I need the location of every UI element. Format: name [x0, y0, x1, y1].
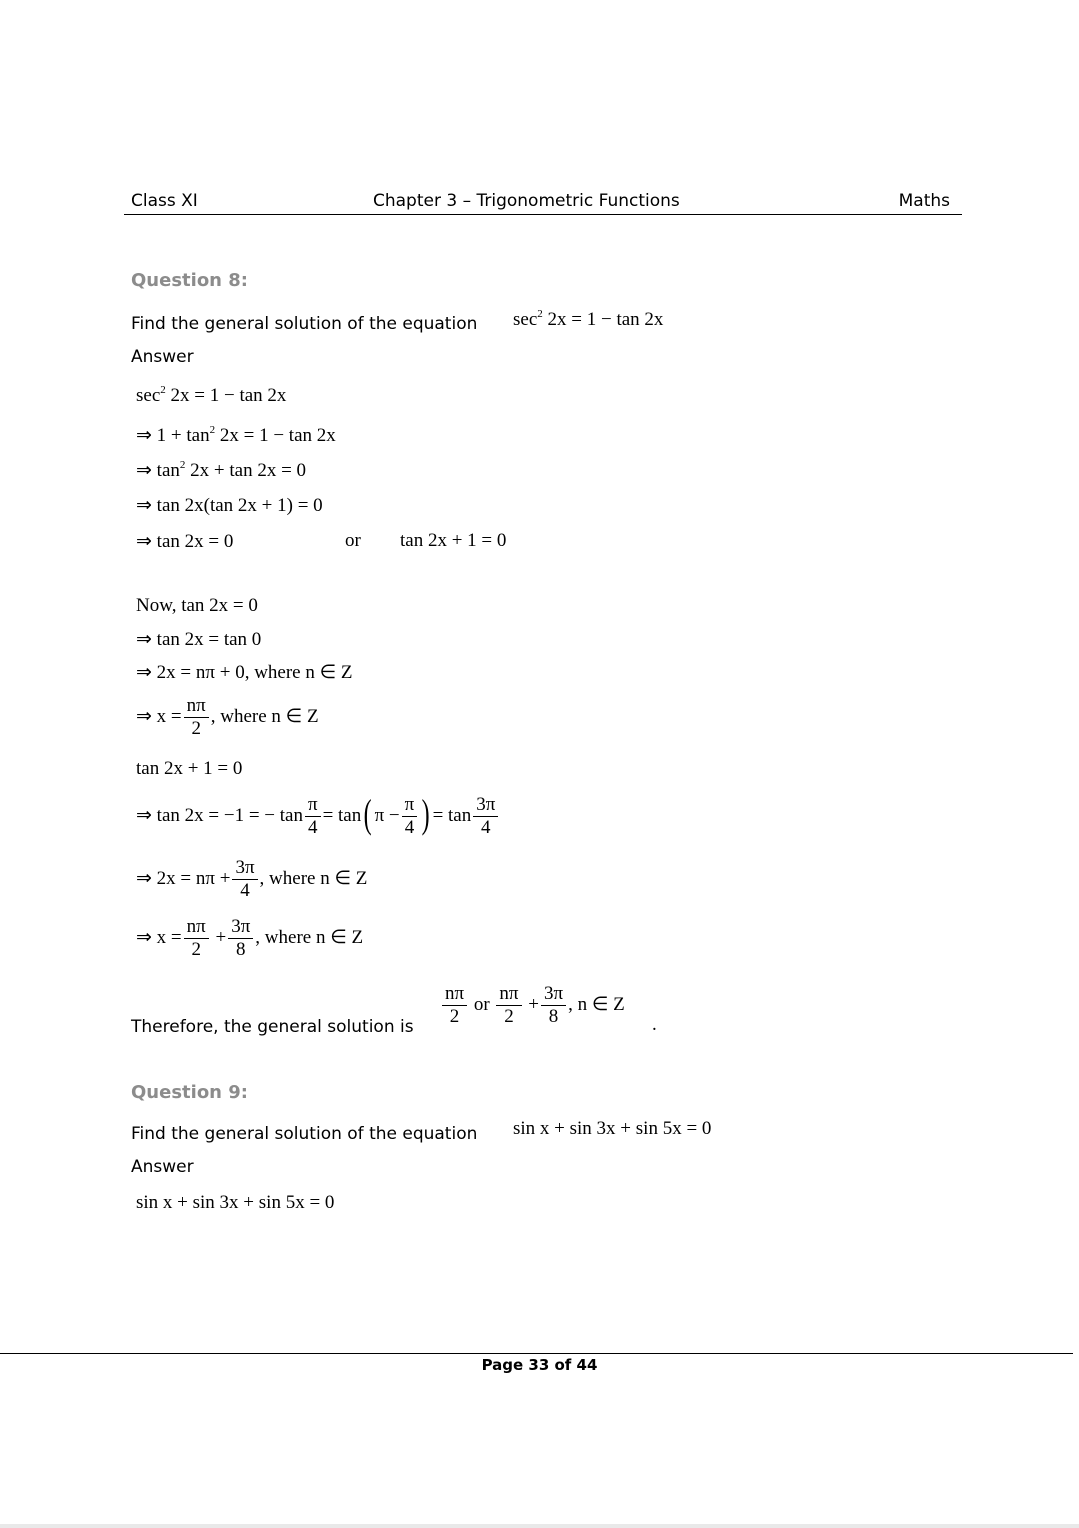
- fraction: $\frac{3\pi}{4}$: [473, 795, 498, 838]
- q8-step-10: tan 2x + 1 = 0: [136, 758, 243, 779]
- fraction: $\frac{\pi}{4}$: [305, 795, 321, 838]
- page-header: [124, 190, 962, 215]
- q8-step-5b: tan 2x + 1 = 0: [400, 530, 507, 551]
- question-8-prompt: Find the general solution of the equation: [131, 314, 478, 334]
- q8-step-5-or: or: [345, 530, 361, 551]
- page-bottom-edge: [0, 1524, 1079, 1528]
- question-9-equation: sin x + sin 3x + sin 5x = 0: [513, 1118, 712, 1139]
- q8-step-4: ⇒ tan 2x(tan 2x + 1) = 0: [136, 495, 323, 516]
- fraction: $\frac{n\pi}{2}$: [442, 984, 467, 1027]
- q8-step-12: ⇒ 2x = nπ + $\frac{3\pi}{4}$ , where n ∈ Z: [136, 857, 368, 901]
- header-subject: Maths: [898, 191, 950, 211]
- question-8-title: Question 8:: [131, 270, 248, 291]
- page-number: Page 33 of 44: [481, 1356, 598, 1374]
- q8-step-11: ⇒ tan 2x = −1 = − tan $\frac{\pi}{4}$ = tan( π − $\frac{\pi}{4}$ ) = tan $\frac{3\pi}{4}$: [136, 795, 500, 838]
- fraction: $\frac{n\pi}{2}$: [184, 696, 209, 739]
- question-9-prompt: Find the general solution of the equation: [131, 1124, 478, 1144]
- fraction: $\frac{3\pi}{4}$: [232, 858, 257, 901]
- fraction: $\frac{n\pi}{2}$: [184, 917, 209, 960]
- q8-step-3: ⇒ $\tan^2 2x + \tan 2x = 0$: [136, 459, 307, 481]
- q8-step-2: ⇒ $1 + \tan^2 2x = 1 - \tan 2x$: [136, 424, 336, 446]
- q8-conclusion-expression: $\frac{n\pi}{2}$ or $\frac{n\pi}{2}$ + $\frac{3\pi}{8}$ , n ∈ Z: [440, 984, 625, 1027]
- question-9-answer-label: Answer: [131, 1157, 194, 1177]
- q8-step-5a: ⇒ tan 2x = 0: [136, 531, 234, 552]
- footer-divider: [0, 1353, 1073, 1354]
- q8-step-9: ⇒ x = $\frac{n\pi}{2}$ , where n ∈ Z: [136, 695, 319, 739]
- q8-step-13: ⇒ x = $\frac{n\pi}{2}$ + $\frac{3\pi}{8}$ , where n ∈ Z: [136, 916, 364, 960]
- q8-step-7: ⇒ tan 2x = tan 0: [136, 629, 262, 650]
- q8-conclusion-period: .: [652, 1014, 657, 1035]
- header-chapter: Chapter 3 – Trigonometric Functions: [373, 191, 680, 211]
- fraction: $\frac{n\pi}{2}$: [496, 984, 521, 1027]
- q8-step-8: ⇒ 2x = nπ + 0, where n ∈ Z: [136, 662, 353, 683]
- question-9-title: Question 9:: [131, 1082, 248, 1103]
- question-8-equation: $\sec^2 2x = 1 - \tan 2x$: [513, 308, 664, 330]
- q8-step-6: Now, tan 2x = 0: [136, 595, 258, 616]
- header-class: Class XI: [131, 191, 198, 211]
- fraction: $\frac{\pi}{4}$: [402, 795, 418, 838]
- q8-conclusion-text: Therefore, the general solution is: [131, 1017, 414, 1037]
- q8-step-1: $\sec^2 2x = 1 - \tan 2x$: [136, 384, 287, 406]
- question-8-answer-label: Answer: [131, 347, 194, 367]
- fraction: $\frac{3\pi}{8}$: [541, 984, 566, 1027]
- fraction: $\frac{3\pi}{8}$: [228, 917, 253, 960]
- q9-step-1: sin x + sin 3x + sin 5x = 0: [136, 1192, 335, 1213]
